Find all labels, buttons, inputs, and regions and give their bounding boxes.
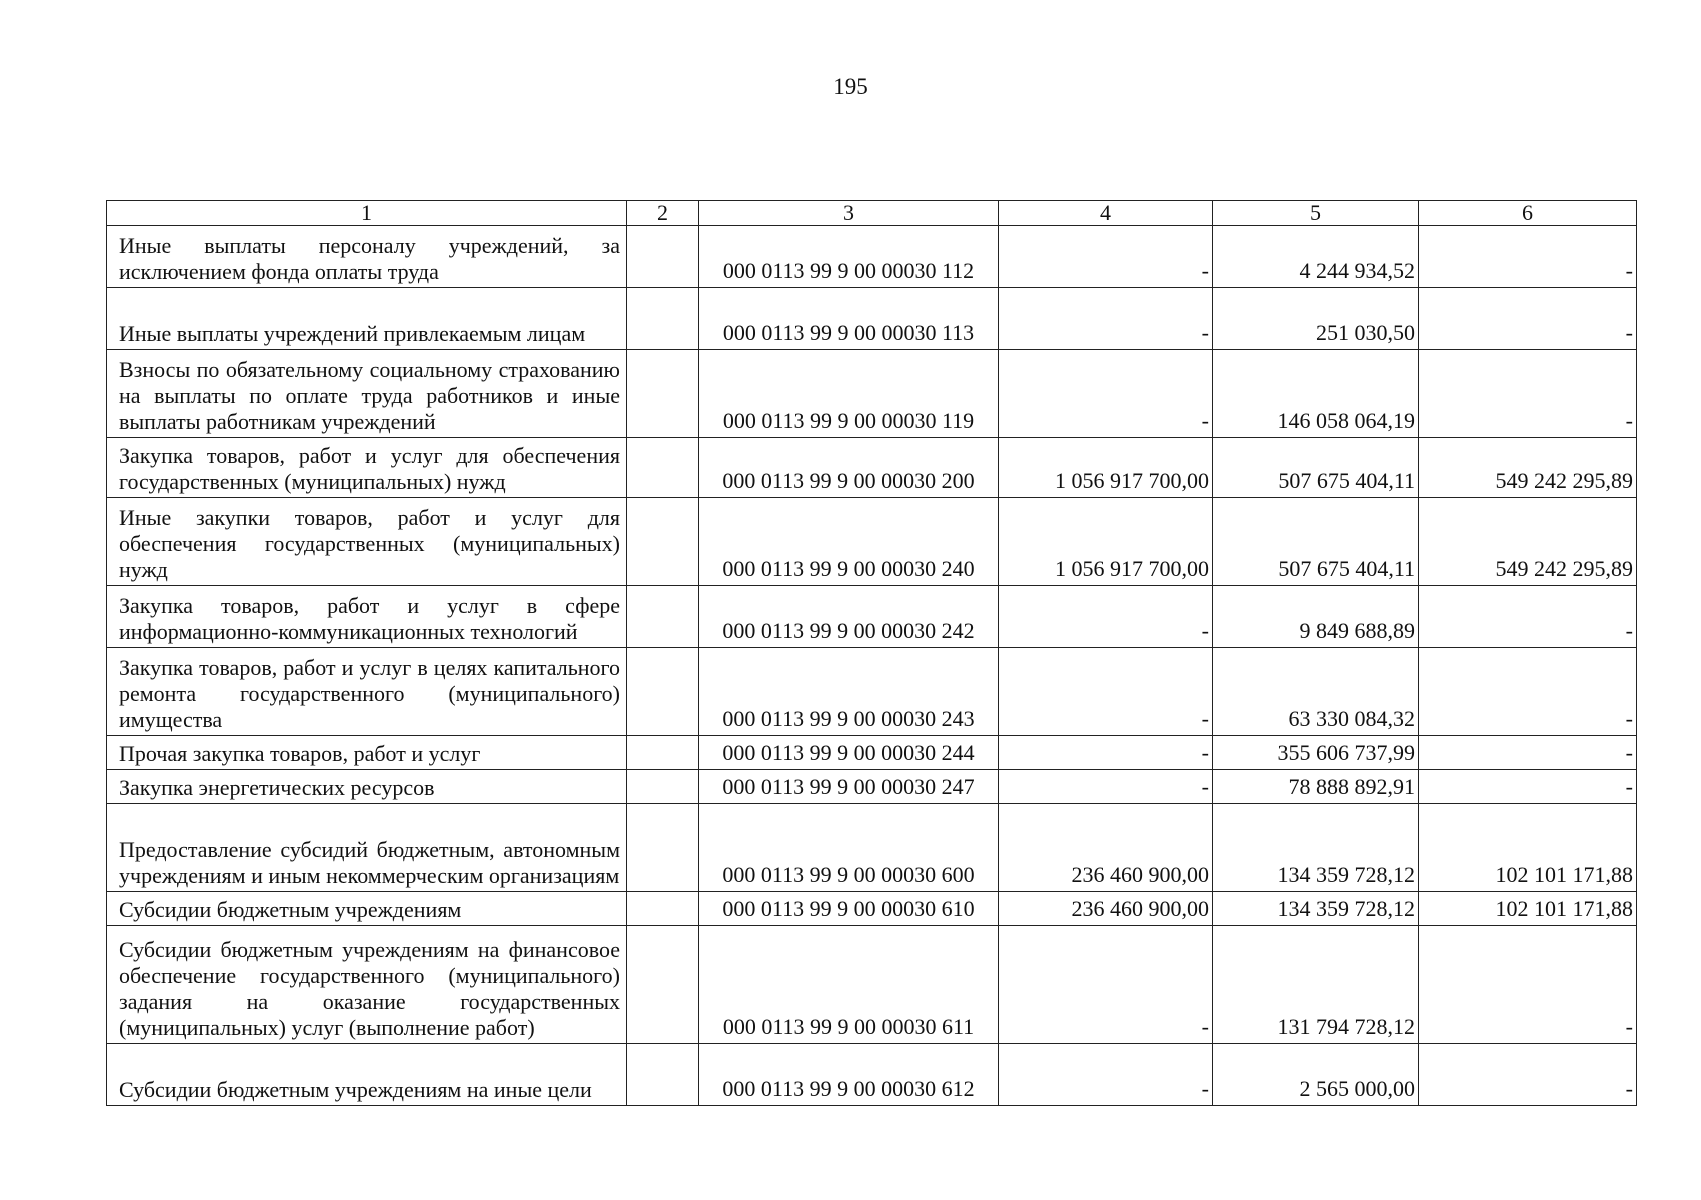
row-col4: - xyxy=(999,770,1213,804)
row-col6: - xyxy=(1419,736,1637,770)
row-col4: - xyxy=(999,736,1213,770)
row-col5: 134 359 728,12 xyxy=(1213,804,1419,892)
row-col2 xyxy=(627,770,699,804)
row-col5: 2 565 000,00 xyxy=(1213,1044,1419,1106)
row-col6: - xyxy=(1419,226,1637,288)
row-col2 xyxy=(627,498,699,586)
row-code: 000 0113 99 9 00 00030 247 xyxy=(699,770,999,804)
row-code: 000 0113 99 9 00 00030 200 xyxy=(699,438,999,498)
row-col2 xyxy=(627,288,699,350)
row-code: 000 0113 99 9 00 00030 242 xyxy=(699,586,999,648)
row-col4: - xyxy=(999,648,1213,736)
row-col2 xyxy=(627,892,699,926)
row-col6: - xyxy=(1419,926,1637,1044)
row-col4: 1 056 917 700,00 xyxy=(999,438,1213,498)
row-col6: - xyxy=(1419,770,1637,804)
row-name: Предоставление субсидий бюджетным, автономным учреждениям и иным некоммерческим организациям xyxy=(107,804,627,892)
row-code: 000 0113 99 9 00 00030 244 xyxy=(699,736,999,770)
row-col5: 78 888 892,91 xyxy=(1213,770,1419,804)
table-row xyxy=(107,226,1637,288)
row-col4: - xyxy=(999,586,1213,648)
row-code: 000 0113 99 9 00 00030 600 xyxy=(699,804,999,892)
table-row xyxy=(107,498,1637,586)
row-col5: 507 675 404,11 xyxy=(1213,498,1419,586)
table-row xyxy=(107,804,1637,892)
row-col2 xyxy=(627,438,699,498)
row-code: 000 0113 99 9 00 00030 112 xyxy=(699,226,999,288)
table-header-row xyxy=(107,201,1637,226)
table-row xyxy=(107,438,1637,498)
column-header-5: 5 xyxy=(1213,201,1419,226)
row-col6: - xyxy=(1419,586,1637,648)
row-col6: - xyxy=(1419,648,1637,736)
row-col6: - xyxy=(1419,350,1637,438)
row-col6: 549 242 295,89 xyxy=(1419,438,1637,498)
row-col2 xyxy=(627,350,699,438)
column-header-3: 3 xyxy=(699,201,999,226)
row-name: Иные закупки товаров, работ и услуг для обеспечения государственных (муниципальных) нужд xyxy=(107,498,627,586)
row-col4: - xyxy=(999,1044,1213,1106)
row-name: Закупка товаров, работ и услуг для обеспечения государственных (муниципальных) нужд xyxy=(107,438,627,498)
row-col2 xyxy=(627,804,699,892)
page-number: 195 xyxy=(833,74,868,99)
table-row xyxy=(107,736,1637,770)
row-col5: 507 675 404,11 xyxy=(1213,438,1419,498)
row-col6: 102 101 171,88 xyxy=(1419,804,1637,892)
row-col5: 131 794 728,12 xyxy=(1213,926,1419,1044)
column-header-1: 1 xyxy=(107,201,627,226)
row-col4: 236 460 900,00 xyxy=(999,892,1213,926)
row-col5: 355 606 737,99 xyxy=(1213,736,1419,770)
table-row xyxy=(107,350,1637,438)
row-name: Взносы по обязательному социальному страхованию на выплаты по оплате труда работников и иные выплаты работникам учреждений xyxy=(107,350,627,438)
row-col6: - xyxy=(1419,288,1637,350)
table-row xyxy=(107,1044,1637,1106)
row-col4: - xyxy=(999,226,1213,288)
table-row xyxy=(107,288,1637,350)
row-code: 000 0113 99 9 00 00030 611 xyxy=(699,926,999,1044)
row-col5: 4 244 934,52 xyxy=(1213,226,1419,288)
row-col4: - xyxy=(999,288,1213,350)
column-header-2: 2 xyxy=(627,201,699,226)
row-col5: 251 030,50 xyxy=(1213,288,1419,350)
row-col4: - xyxy=(999,350,1213,438)
column-header-6: 6 xyxy=(1419,201,1637,226)
row-col2 xyxy=(627,736,699,770)
row-col5: 134 359 728,12 xyxy=(1213,892,1419,926)
row-col4: - xyxy=(999,926,1213,1044)
table-row xyxy=(107,586,1637,648)
row-code: 000 0113 99 9 00 00030 119 xyxy=(699,350,999,438)
row-code: 000 0113 99 9 00 00030 612 xyxy=(699,1044,999,1106)
row-col5: 9 849 688,89 xyxy=(1213,586,1419,648)
row-col2 xyxy=(627,648,699,736)
row-name: Закупка энергетических ресурсов xyxy=(107,770,627,804)
table-row xyxy=(107,892,1637,926)
row-col6: 549 242 295,89 xyxy=(1419,498,1637,586)
budget-table xyxy=(106,200,1637,1106)
row-col2 xyxy=(627,586,699,648)
row-col6: 102 101 171,88 xyxy=(1419,892,1637,926)
table-row xyxy=(107,926,1637,1044)
column-header-4: 4 xyxy=(999,201,1213,226)
row-col5: 146 058 064,19 xyxy=(1213,350,1419,438)
row-col5: 63 330 084,32 xyxy=(1213,648,1419,736)
row-name: Закупка товаров, работ и услуг в сфере информационно-коммуникационных технологий xyxy=(107,586,627,648)
row-col4: 1 056 917 700,00 xyxy=(999,498,1213,586)
row-name: Субсидии бюджетным учреждениям на иные цели xyxy=(107,1044,627,1106)
row-col2 xyxy=(627,226,699,288)
row-col4: 236 460 900,00 xyxy=(999,804,1213,892)
row-col6: - xyxy=(1419,1044,1637,1106)
row-name: Прочая закупка товаров, работ и услуг xyxy=(107,736,627,770)
row-name: Субсидии бюджетным учреждениям на финансовое обеспечение государственного (муниципального) задания на оказание государственных (муниципальных) услуг (выполнение работ) xyxy=(107,926,627,1044)
row-col2 xyxy=(627,926,699,1044)
row-code: 000 0113 99 9 00 00030 240 xyxy=(699,498,999,586)
row-code: 000 0113 99 9 00 00030 610 xyxy=(699,892,999,926)
row-name: Субсидии бюджетным учреждениям xyxy=(107,892,627,926)
row-code: 000 0113 99 9 00 00030 113 xyxy=(699,288,999,350)
row-name: Закупка товаров, работ и услуг в целях капитального ремонта государственного (муниципального) имущества xyxy=(107,648,627,736)
row-name: Иные выплаты учреждений привлекаемым лицам xyxy=(107,288,627,350)
row-col2 xyxy=(627,1044,699,1106)
table-row xyxy=(107,648,1637,736)
row-name: Иные выплаты персоналу учреждений, за исключением фонда оплаты труда xyxy=(107,226,627,288)
table-row xyxy=(107,770,1637,804)
row-code: 000 0113 99 9 00 00030 243 xyxy=(699,648,999,736)
